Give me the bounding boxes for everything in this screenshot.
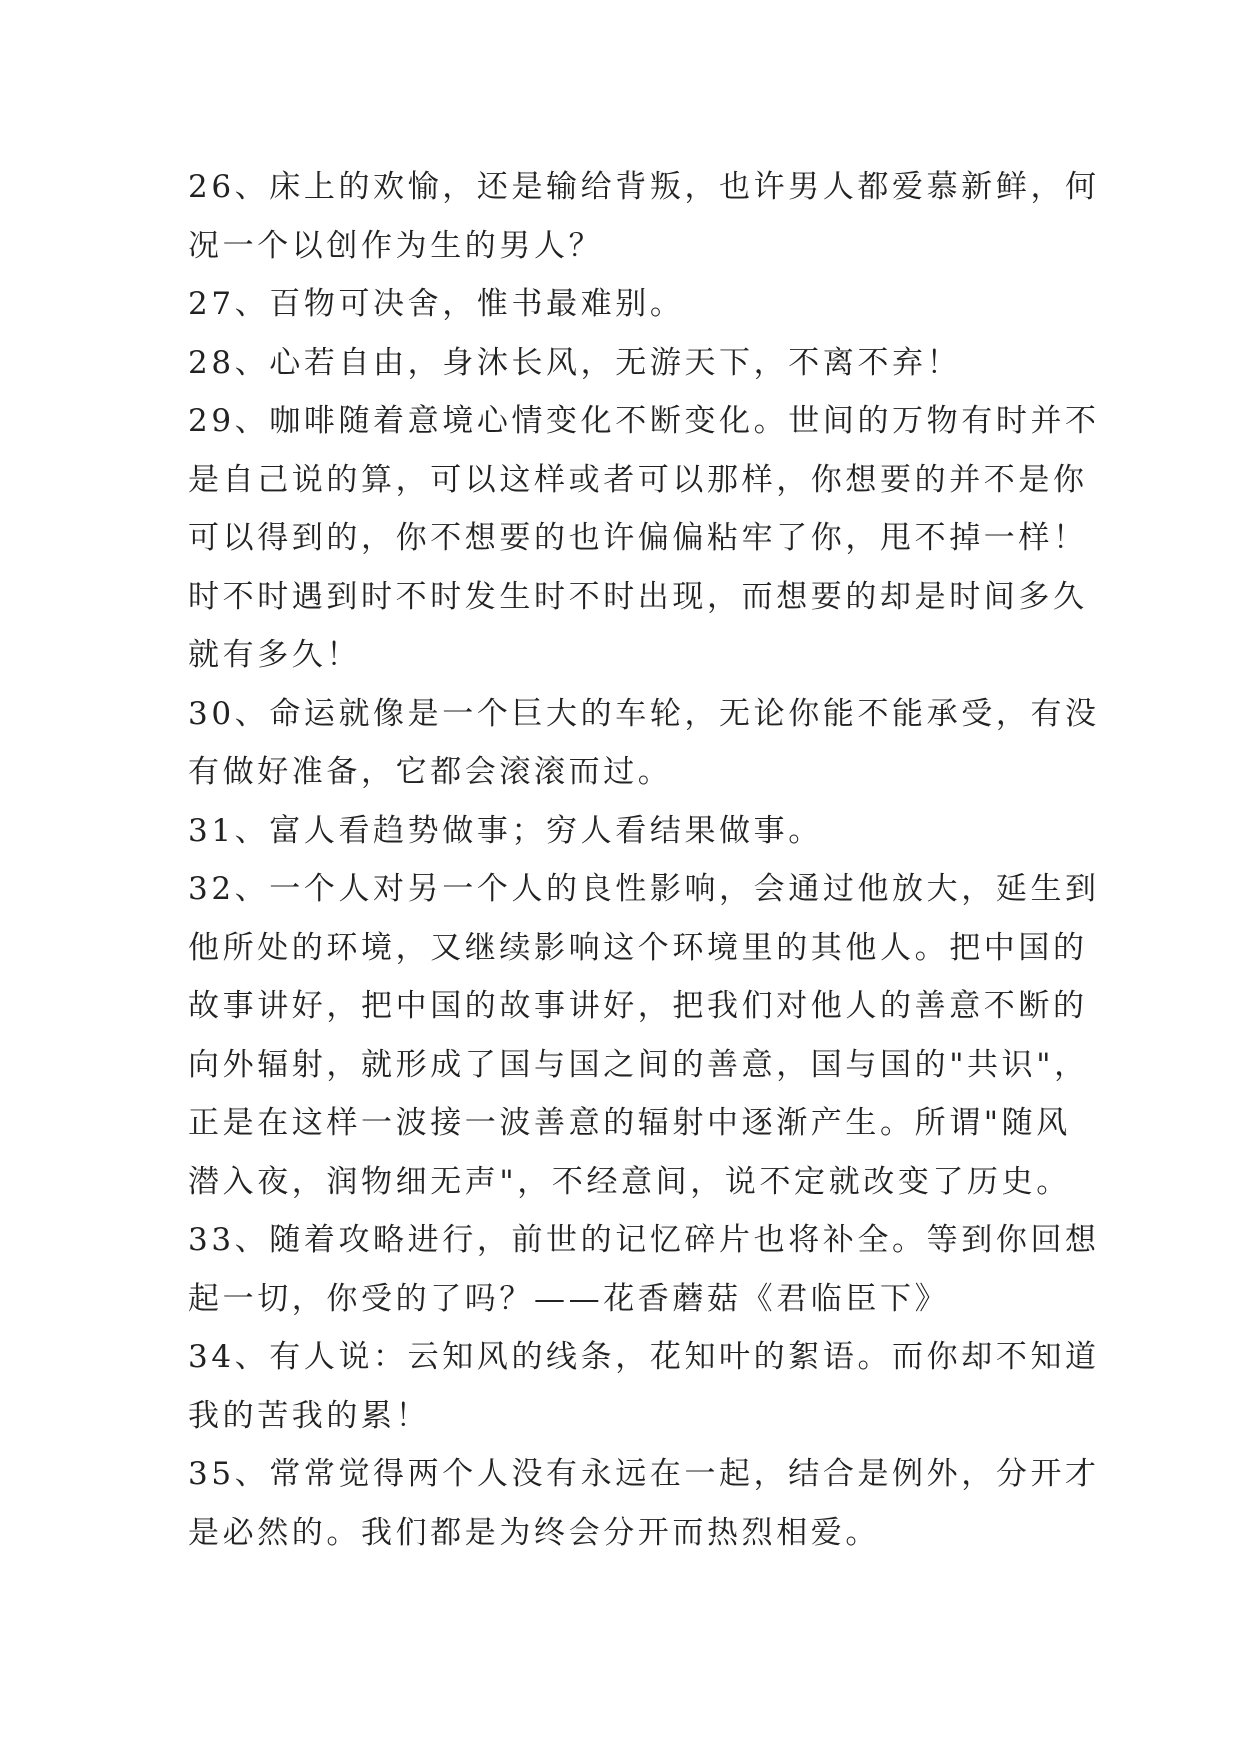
quote-line: 况一个以创作为生的男人？ xyxy=(188,227,604,264)
quote-line: 27、百物可决舍，惟书最难别。 xyxy=(188,286,685,322)
quote-line: 35、常常觉得两个人没有永远在一起，结合是例外，分开才 xyxy=(188,1456,1100,1492)
quote-line: 33、随着攻略进行，前世的记忆碎片也将补全。等到你回想 xyxy=(188,1222,1100,1258)
quote-entry-30 xyxy=(188,685,1100,802)
quote-line: 他所处的环境，又继续影响这个环境里的其他人。把中国的 xyxy=(188,929,1088,966)
quote-line: 时不时遇到时不时发生时不时出现，而想要的却是时间多久 xyxy=(188,578,1088,615)
quote-entry-32 xyxy=(188,860,1100,1211)
quote-line: 有做好准备，它都会滚滚而过。 xyxy=(188,754,673,790)
quote-list xyxy=(188,158,1100,1562)
quote-line: 就有多久！ xyxy=(188,637,361,673)
quote-entry-34 xyxy=(188,1328,1100,1445)
quote-entry-33 xyxy=(188,1211,1100,1328)
quote-entry-27 xyxy=(188,275,1068,334)
quote-entry-29 xyxy=(188,392,1100,685)
quote-entry-31 xyxy=(188,802,1068,861)
quote-entry-28 xyxy=(188,334,1068,393)
quote-line: 故事讲好，把中国的故事讲好，把我们对他人的善意不断的 xyxy=(188,988,1088,1024)
quote-line: 潜入夜，润物细无声"，不经意间，说不定就改变了历史。 xyxy=(188,1163,1071,1200)
quote-line: 正是在这样一波接一波善意的辐射中逐渐产生。所谓"随风 xyxy=(188,1105,1071,1141)
quote-entry-26 xyxy=(188,158,1100,275)
quote-line: 可以得到的，你不想要的也许偏偏粘牢了你，甩不掉一样！ xyxy=(188,520,1088,556)
quote-line: 是必然的。我们都是为终会分开而热烈相爱。 xyxy=(188,1514,880,1551)
quote-entry-35 xyxy=(188,1445,1100,1562)
quote-line: 30、命运就像是一个巨大的车轮，无论你能不能承受，有没 xyxy=(188,695,1100,732)
quote-line: 起一切，你受的了吗？——花香蘑菇《君临臣下》 xyxy=(188,1280,950,1317)
quote-line: 32、一个人对另一个人的良性影响，会通过他放大，延生到 xyxy=(188,871,1100,907)
quote-line: 向外辐射，就形成了国与国之间的善意，国与国的"共识"， xyxy=(188,1046,1089,1083)
quote-line: 34、有人说：云知风的线条，花知叶的絮语。而你却不知道 xyxy=(188,1339,1100,1375)
quote-line: 是自己说的算，可以这样或者可以那样，你想要的并不是你 xyxy=(188,461,1088,498)
quote-line: 29、咖啡随着意境心情变化不断变化。世间的万物有时并不 xyxy=(188,403,1100,439)
quote-line: 31、富人看趋势做事；穷人看结果做事。 xyxy=(188,812,823,849)
quote-line: 28、心若自由，身沐长风，无游天下，不离不弃！ xyxy=(188,344,962,381)
quote-line: 我的苦我的累！ xyxy=(188,1397,431,1434)
quote-line: 26、床上的欢愉，还是输给背叛，也许男人都爱慕新鲜，何 xyxy=(188,169,1100,205)
